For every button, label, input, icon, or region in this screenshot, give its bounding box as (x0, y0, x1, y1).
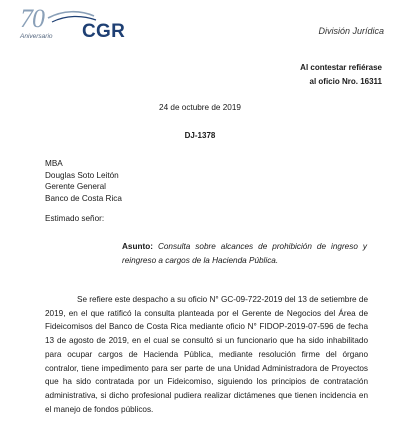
reference-block (300, 61, 382, 88)
addressee-institution: Banco de Costa Rica (45, 193, 122, 203)
greeting: Estimado señor: (45, 214, 105, 223)
addressee-title: MBA (45, 159, 63, 168)
logo-subtitle: Aniversario (20, 33, 53, 40)
addressee-block (45, 158, 122, 204)
logo-anniversary-number: 70 (20, 4, 44, 33)
reference-line-1: Al contestar refiérase (300, 63, 382, 72)
subject-label: Asunto: (122, 242, 153, 251)
subject-text: Consulta sobre alcances de prohibición de ingreso y reingreso a cargos de la Hacienda Pública. (122, 242, 367, 265)
body-paragraph: Se refiere este despacho a su oficio N° GC-09-722-2019 del 13 de setiembre de 2019, en el que ratificó la consulta planteada por el Gerente de Negocios del Área de Fideicomisos del Banco de Costa Rica mediante oficio N° FIDOP-2019-07-596 de fecha 13 de agosto de 2019, en el cual se consultó si un funcionario que ha sido inhabilitado para ocupar cargos de Hacienda Pública, mediante resolución firme del órgano contralor, tiene impedimento para ser parte de una Unidad Administradora de Proyectos que ha sido contratada por un Fideicomiso, siguiendo los principios de contratación administrativa, si dicho profesional pudiera realizar dictámenes que tienen incidencia en el manejo de fondos públicos. (45, 295, 368, 414)
division-label: División Jurídica (318, 26, 384, 36)
document-code: DJ-1378 (184, 131, 216, 140)
addressee-name: Douglas Soto Leitón (45, 170, 119, 180)
reference-line-2: al oficio Nro. 16311 (309, 76, 382, 86)
addressee-position: Gerente General (45, 182, 106, 192)
document-date: 24 de octubre de 2019 (159, 103, 241, 112)
cgr-logo (8, 6, 138, 48)
logo-acronym: CGR (82, 21, 126, 42)
subject-block (122, 240, 367, 267)
